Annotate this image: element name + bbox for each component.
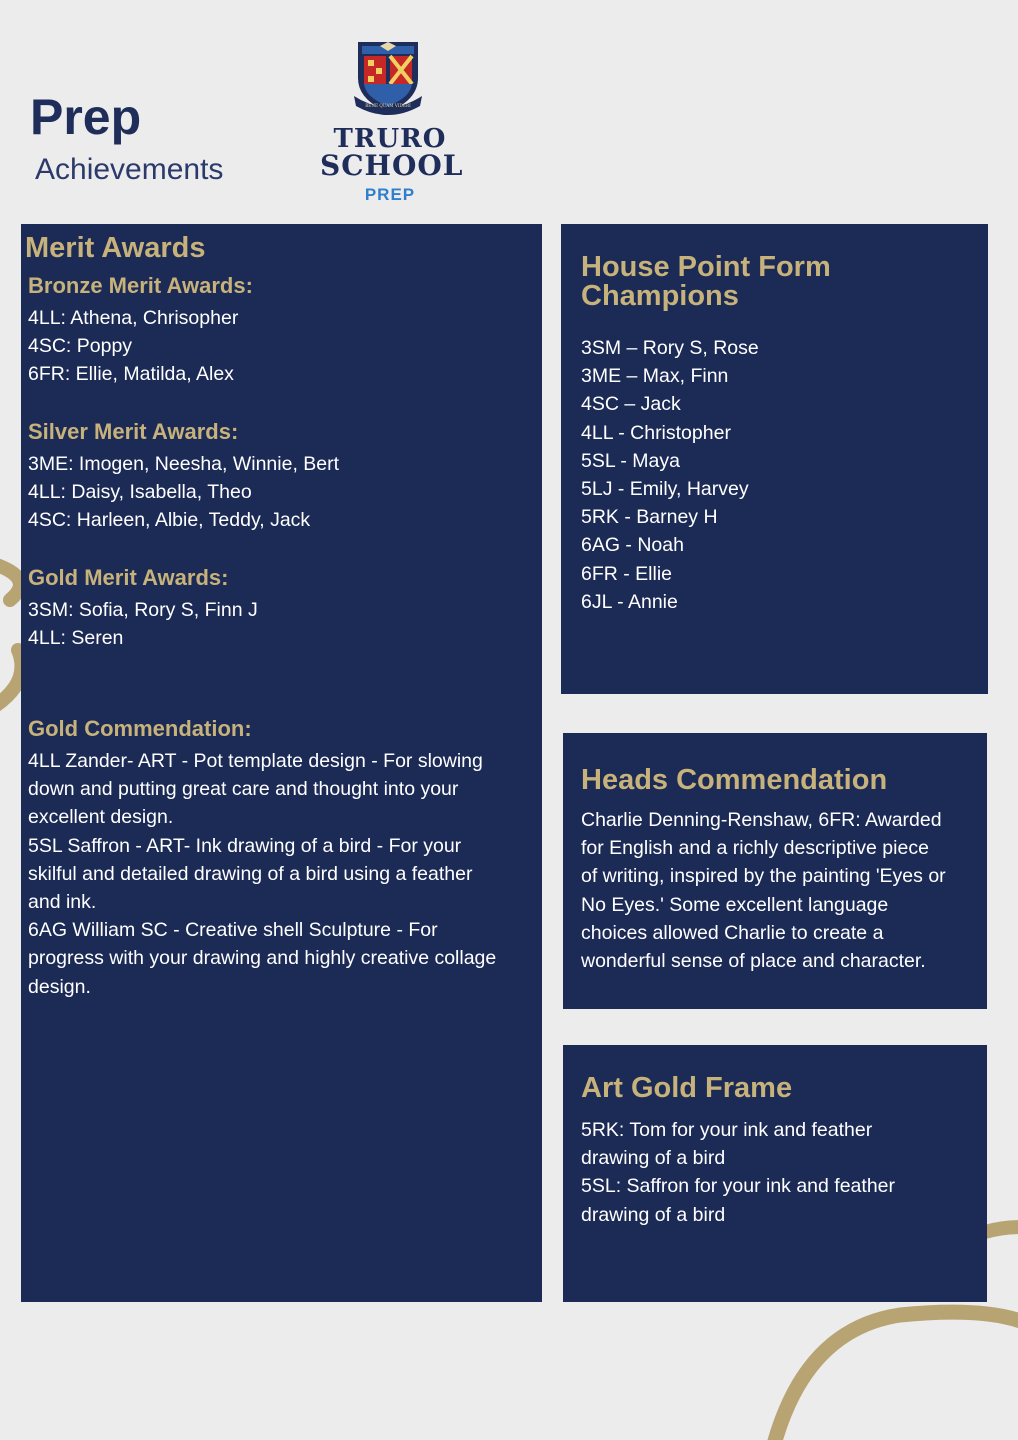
list-item: 6FR - Ellie	[581, 562, 673, 585]
list-item: drawing of a bird	[581, 1203, 726, 1226]
list-item: 5RK: Tom for your ink and feather	[581, 1119, 873, 1141]
house-points-list	[581, 334, 759, 616]
heads-commendation-panel	[563, 733, 987, 1009]
list-item: 5RK - Barney H	[581, 506, 718, 529]
list-item: 4SC: Poppy	[28, 335, 133, 358]
list-item: design.	[28, 975, 91, 998]
list-item: 5LJ - Emily, Harvey	[581, 478, 749, 501]
page-title: Prep	[30, 89, 142, 145]
list-item: 3ME – Max, Finn	[581, 365, 729, 388]
list-item: 5SL Saffron - ART- Ink drawing of a bird - For your	[28, 834, 462, 857]
logo-line-prep: PREP	[364, 185, 416, 204]
gold-list	[28, 596, 258, 652]
gold-heading: Gold Merit Awards:	[28, 565, 229, 590]
house-points-title-line1: House Point Form	[581, 251, 831, 283]
art-gold-frame-title: Art Gold Frame	[581, 1072, 793, 1104]
bronze-list	[28, 304, 238, 389]
bronze-heading: Bronze Merit Awards:	[28, 273, 253, 298]
list-item: excellent design.	[28, 806, 174, 829]
logo-line-truro: TRURO	[333, 124, 447, 154]
left-arc-bottom	[0, 650, 22, 720]
list-item: 6AG William SC - Creative shell Sculpture - For	[28, 919, 438, 942]
list-item: of writing, inspired by the painting 'Eyes or	[581, 865, 946, 888]
list-item: 4LL - Christopher	[581, 421, 731, 444]
silver-heading: Silver Merit Awards:	[28, 419, 239, 444]
school-logo	[320, 38, 464, 208]
list-item: choices allowed Charlie to create a	[581, 921, 884, 944]
bottom-arc	[770, 1312, 1018, 1440]
list-item: drawing of a bird	[581, 1147, 726, 1170]
heads-commendation-text	[581, 806, 946, 975]
list-item: progress with your drawing and highly creative collage	[28, 947, 497, 970]
list-item: 3SM: Sofia, Rory S, Finn J	[28, 599, 258, 621]
list-item: 3ME: Imogen, Neesha, Winnie, Bert	[28, 453, 340, 475]
list-item: 4LL: Seren	[28, 627, 124, 650]
list-item: 4LL Zander- ART - Pot template design - For slowing	[28, 750, 483, 772]
merit-awards-title: Merit Awards	[25, 232, 206, 264]
heads-commendation-title: Heads Commendation	[581, 764, 888, 796]
crest-motto: BENE QUAM VIDERI	[365, 103, 411, 108]
list-item: 5SL: Saffron for your ink and feather	[581, 1175, 895, 1198]
silver-list	[28, 450, 339, 535]
list-item: and ink.	[28, 891, 97, 914]
gold-commendation-list	[28, 747, 496, 1001]
left-arc-top	[0, 560, 20, 600]
list-item: 6JL - Annie	[581, 590, 678, 613]
list-item: 6FR: Ellie, Matilda, Alex	[28, 363, 234, 386]
list-item: 3SM – Rory S, Rose	[581, 337, 759, 359]
list-item: 4SC – Jack	[581, 393, 681, 416]
list-item: for English and a richly descriptive piece	[581, 837, 929, 860]
house-points-panel	[561, 224, 988, 694]
list-item: 4LL: Daisy, Isabella, Theo	[28, 481, 252, 504]
house-points-title-line2: Champions	[581, 280, 739, 312]
page-subtitle: Achievements	[35, 153, 224, 186]
art-gold-frame-text	[581, 1116, 895, 1229]
list-item: wonderful sense of place and character.	[581, 950, 926, 973]
logo-line-school: SCHOOL	[320, 149, 464, 182]
list-item: 6AG - Noah	[581, 534, 684, 557]
right-arc-edge	[985, 1227, 1018, 1232]
list-item: No Eyes.' Some excellent language	[581, 893, 889, 916]
gold-commendation-heading: Gold Commendation:	[28, 716, 252, 741]
list-item: skilful and detailed drawing of a bird using a feather	[28, 862, 473, 885]
list-item: Charlie Denning-Renshaw, 6FR: Awarded	[581, 809, 942, 831]
merit-awards-panel	[21, 224, 542, 1302]
list-item: 4LL: Athena, Chrisopher	[28, 307, 239, 329]
art-gold-frame-panel	[563, 1045, 987, 1302]
list-item: down and putting great care and thought into your	[28, 778, 459, 801]
list-item: 5SL - Maya	[581, 449, 680, 472]
school-crest-icon	[352, 38, 424, 118]
list-item: 4SC: Harleen, Albie, Teddy, Jack	[28, 509, 311, 532]
